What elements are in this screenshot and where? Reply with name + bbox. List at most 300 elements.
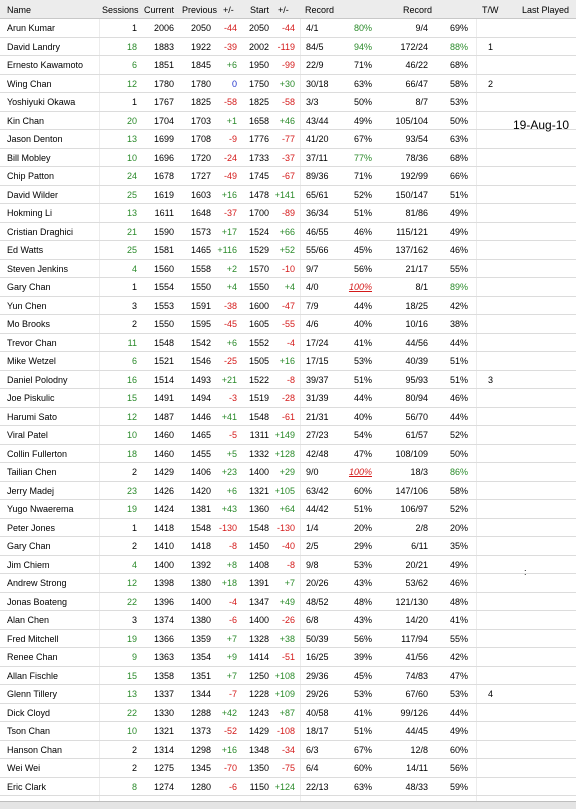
cell-delta-previous: -3	[228, 393, 237, 403]
cell-delta-previous: -25	[223, 356, 237, 366]
cell-delta-previous: -8	[228, 541, 237, 551]
cell-sessions: 13	[126, 208, 137, 218]
cell-record-total-pct: 53%	[449, 97, 468, 107]
table-row[interactable]	[0, 685, 576, 704]
cell-delta-start: +87	[279, 707, 295, 718]
cell-start: 1150	[249, 781, 269, 792]
cell-delta-previous: -38	[223, 300, 237, 311]
cell-record-total-pct: 49%	[449, 726, 468, 736]
table-row[interactable]	[0, 93, 576, 112]
cell-record-total: 78/36	[405, 152, 428, 163]
cell-record-total: 93/54	[405, 134, 428, 144]
cell-current: 1560	[153, 263, 174, 274]
cell-sessions: 4	[131, 559, 137, 570]
cell-sessions: 10	[126, 726, 137, 736]
table-row[interactable]	[0, 334, 576, 353]
cell-start: 1605	[248, 319, 269, 329]
cell-start: 1519	[248, 393, 269, 403]
cell-delta-previous: -6	[228, 615, 237, 625]
cell-record: 29/36	[306, 670, 329, 681]
table-row[interactable]	[0, 278, 576, 297]
cell-name: Bill Mobley	[7, 152, 51, 163]
cell-current: 1553	[153, 300, 174, 311]
table-row[interactable]	[0, 38, 576, 57]
cell-previous: 1603	[190, 189, 211, 200]
cell-delta-start: +46	[279, 115, 295, 126]
cell-sessions: 13	[126, 689, 137, 699]
cell-sessions: 1	[131, 282, 137, 292]
cell-start: 1825	[248, 97, 269, 107]
cell-sessions: 3	[131, 300, 137, 311]
cell-record-pct: 94%	[353, 41, 372, 52]
cell-record: 17/15	[306, 356, 329, 366]
cell-start: 2050	[248, 23, 269, 33]
cell-record: 55/66	[306, 245, 329, 255]
cell-record: 50/39	[306, 633, 329, 644]
header-record-total[interactable]: Record	[403, 5, 433, 15]
cell-sessions: 24	[126, 171, 137, 181]
cell-record: 42/48	[306, 448, 329, 459]
cell-start: 1321	[248, 485, 269, 496]
cell-delta-previous: +4	[226, 282, 237, 292]
cell-name: Hokming Li	[7, 208, 53, 218]
cell-current: 1491	[153, 393, 174, 403]
cell-record-pct: 45%	[353, 670, 372, 681]
cell-record-pct: 71%	[353, 171, 372, 181]
cell-delta-previous: +16	[221, 189, 237, 200]
cell-start: 1776	[248, 134, 269, 144]
cell-delta-previous: +21	[221, 374, 237, 385]
cell-record: 4/6	[306, 319, 319, 329]
cell-previous: 1825	[190, 97, 211, 107]
header-delta-previous[interactable]: +/-	[223, 5, 234, 15]
table-row[interactable]	[0, 574, 576, 593]
cell-previous: 1780	[190, 78, 211, 89]
cell-name: Yoshiyuki Okawa	[7, 97, 76, 107]
cell-sessions: 20	[126, 115, 137, 126]
cell-record-total-pct: 35%	[449, 541, 468, 551]
cell-current: 1363	[153, 652, 174, 662]
cell-delta-previous: -70	[223, 763, 237, 773]
header-current[interactable]: Current	[144, 5, 175, 15]
cell-record: 41/20	[306, 134, 329, 144]
cell-record: 48/52	[306, 596, 329, 607]
cell-previous: 1546	[190, 356, 211, 366]
cell-current: 1314	[153, 744, 174, 755]
cell-sessions: 22	[126, 707, 137, 718]
cell-sessions: 4	[131, 263, 137, 274]
cell-record: 9/0	[306, 467, 319, 477]
cell-delta-start: -8	[286, 374, 295, 385]
cell-record: 6/8	[306, 615, 319, 625]
cell-record-total-pct: 49%	[449, 226, 468, 237]
cell-current: 1275	[153, 763, 174, 773]
table-row[interactable]	[0, 445, 576, 464]
cell-sessions: 1	[131, 23, 137, 33]
cell-sessions: 19	[126, 633, 137, 644]
cell-delta-start: -99	[281, 60, 295, 70]
table-row[interactable]	[0, 315, 576, 334]
cell-name: Glenn Tillery	[7, 689, 58, 699]
cell-start: 1750	[248, 78, 269, 89]
cell-current: 1554	[153, 282, 174, 292]
cell-delta-previous: -24	[223, 152, 237, 163]
cell-delta-previous: +6	[226, 337, 237, 348]
cell-record-pct: 67%	[353, 134, 372, 144]
cell-record-total: 8/7	[415, 97, 428, 107]
cell-record: 21/31	[306, 411, 329, 422]
cell-name: Cristian Draghici	[7, 226, 74, 237]
cell-delta-start: -108	[276, 726, 295, 736]
table-row[interactable]	[0, 56, 576, 75]
cell-name: Wing Chan	[7, 78, 52, 89]
cell-name: Trevor Chan	[7, 337, 57, 348]
cell-delta-start: -77	[281, 134, 295, 144]
cell-start: 1733	[248, 152, 269, 163]
cell-delta-start: -28	[281, 393, 295, 403]
cell-current: 1699	[153, 134, 174, 144]
table-row[interactable]	[0, 112, 576, 131]
cell-record: 16/25	[306, 652, 329, 662]
cell-start: 1328	[248, 633, 269, 644]
cell-current: 1366	[153, 633, 174, 644]
cell-sessions: 22	[126, 596, 137, 607]
cell-record-total: 81/86	[405, 208, 428, 218]
table-row[interactable]	[0, 630, 576, 649]
cell-record-total-pct: 55%	[449, 263, 468, 274]
cell-start: 1414	[248, 652, 269, 662]
table-row[interactable]	[0, 241, 576, 260]
cell-delta-start: -37	[281, 152, 295, 163]
cell-record-pct: 52%	[353, 189, 372, 200]
cell-name: Tson Chan	[7, 726, 51, 736]
cell-record: 36/34	[306, 208, 329, 218]
cell-previous: 1845	[190, 60, 211, 70]
cell-record-total: 147/106	[395, 485, 428, 496]
table-row[interactable]	[0, 556, 576, 575]
cell-delta-start: +16	[279, 356, 295, 366]
cell-record-total: 40/39	[405, 356, 428, 366]
cell-record-total: 14/11	[406, 763, 428, 773]
cell-record-total: 67/60	[405, 689, 428, 699]
table-row[interactable]	[0, 722, 576, 741]
cell-record-total-pct: 59%	[449, 781, 468, 792]
cell-tw: 4	[488, 689, 494, 699]
header-last-played[interactable]: Last Played	[522, 5, 570, 15]
table-row[interactable]	[0, 204, 576, 223]
cell-record-total: 74/83	[405, 670, 428, 681]
cell-start: 1600	[248, 300, 269, 311]
cell-start: 1243	[248, 707, 269, 718]
header-sessions[interactable]: Sessions	[102, 5, 139, 15]
table-row[interactable]	[0, 19, 576, 38]
header-record[interactable]: Record	[305, 5, 335, 15]
cell-delta-previous: -44	[223, 23, 237, 33]
cell-delta-start: +149	[274, 430, 295, 440]
cell-record-pct: 53%	[353, 559, 372, 570]
cell-name: Steven Jenkins	[7, 263, 69, 274]
cell-current: 1358	[153, 670, 174, 681]
cell-delta-start: -51	[281, 652, 295, 662]
cell-record-total: 150/147	[395, 189, 428, 200]
cell-previous: 1354	[190, 652, 211, 662]
cell-current: 1548	[153, 337, 174, 348]
cell-record-pct: 49%	[353, 115, 372, 126]
cell-previous: 1392	[190, 559, 211, 570]
cell-delta-start: +124	[274, 781, 295, 792]
cell-start: 1548	[248, 522, 269, 533]
cell-delta-start: +49	[279, 596, 295, 607]
cell-current: 1704	[153, 115, 174, 126]
table-row[interactable]	[0, 149, 576, 168]
cell-record-total-pct: 46%	[449, 578, 468, 588]
cell-record: 22/9	[306, 60, 324, 70]
cell-record-total-pct: 51%	[449, 374, 468, 385]
cell-name: Harumi Sato	[7, 411, 58, 422]
cell-delta-previous: -58	[223, 97, 237, 107]
cell-sessions: 8	[131, 781, 137, 792]
cell-delta-previous: -7	[228, 689, 237, 699]
cell-record-total-pct: 49%	[449, 208, 468, 218]
cell-previous: 1727	[190, 171, 211, 181]
cell-delta-start: -40	[281, 541, 295, 551]
cell-record: 4/0	[306, 282, 319, 292]
cell-name: Ed Watts	[7, 245, 44, 255]
table-row[interactable]	[0, 371, 576, 390]
table-row[interactable]	[0, 167, 576, 186]
cell-record-pct: 67%	[353, 744, 372, 755]
cell-delta-previous: -6	[228, 781, 237, 792]
cell-record: 39/37	[306, 374, 329, 385]
cell-start: 1529	[248, 245, 269, 255]
cell-name: Mike Wetzel	[7, 356, 56, 366]
cell-previous: 1381	[190, 504, 211, 514]
cell-name: Hanson Chan	[7, 744, 63, 755]
cell-delta-start: -26	[281, 615, 295, 625]
cell-record-total-pct: 55%	[449, 633, 468, 644]
cell-current: 1487	[153, 411, 174, 422]
cell-record-pct: 45%	[353, 245, 372, 255]
cell-delta-start: +109	[274, 689, 295, 699]
cell-record-pct: 50%	[353, 97, 372, 107]
cell-record-total: 14/20	[405, 615, 428, 625]
cell-name: Collin Fullerton	[7, 448, 68, 459]
cell-sessions: 11	[127, 337, 137, 348]
cell-record-total: 2/8	[415, 522, 428, 533]
table-row[interactable]	[0, 500, 576, 519]
cell-previous: 1380	[190, 615, 211, 625]
cell-delta-start: -34	[281, 744, 295, 755]
cell-delta-previous: -5	[228, 430, 237, 440]
cell-current: 1883	[153, 41, 174, 52]
header-start[interactable]: Start	[250, 5, 270, 15]
cell-current: 1550	[153, 319, 174, 329]
cell-name: Jerry Madej	[7, 485, 55, 496]
table-row[interactable]	[0, 352, 576, 371]
header-previous[interactable]: Previous	[182, 5, 218, 15]
table-row[interactable]	[0, 130, 576, 149]
cell-start: 1950	[248, 60, 269, 70]
cell-record-total-pct: 58%	[449, 78, 468, 89]
table-row[interactable]	[0, 759, 576, 778]
header-tw[interactable]: T/W	[482, 5, 499, 15]
cell-sessions: 21	[126, 226, 137, 237]
cell-previous: 1288	[190, 707, 211, 718]
cell-name: David Landry	[7, 41, 61, 52]
cell-record: 9/8	[306, 559, 319, 570]
cell-delta-previous: -45	[223, 319, 237, 329]
cell-current: 1678	[153, 171, 174, 181]
cell-delta-start: +38	[279, 633, 295, 644]
table-row[interactable]	[0, 408, 576, 427]
cell-current: 1398	[153, 578, 174, 588]
cell-record-pct: 100%	[348, 282, 372, 292]
cell-previous: 1922	[190, 41, 211, 52]
cell-previous: 1548	[190, 522, 211, 533]
stray-mark: :	[524, 567, 527, 577]
cell-record-total-pct: 68%	[449, 60, 468, 70]
cell-record-pct: 44%	[353, 393, 372, 403]
cell-record-pct: 29%	[353, 541, 372, 551]
cell-name: Alan Chen	[7, 615, 50, 625]
cell-delta-previous: +8	[226, 559, 237, 570]
cell-record: 40/58	[306, 707, 329, 718]
cell-previous: 1380	[190, 578, 211, 588]
table-row[interactable]	[0, 426, 576, 445]
cell-start: 1360	[248, 504, 269, 514]
table-row[interactable]	[0, 611, 576, 630]
cell-record-total: 46/22	[405, 60, 428, 70]
table-row[interactable]	[0, 260, 576, 279]
cell-record-pct: 43%	[353, 578, 372, 588]
cell-previous: 1573	[190, 226, 211, 237]
cell-delta-start: -58	[281, 97, 295, 107]
cell-delta-start: +108	[274, 670, 295, 681]
cell-name: Mo Brooks	[7, 319, 51, 329]
table-row[interactable]	[0, 463, 576, 482]
cell-current: 1521	[153, 356, 174, 366]
cell-sessions: 12	[126, 78, 137, 89]
cell-record-pct: 100%	[348, 467, 372, 477]
cell-record-total: 18/3	[410, 467, 428, 477]
cell-delta-previous: +41	[221, 411, 237, 422]
cell-current: 1337	[153, 689, 174, 699]
cell-sessions: 2	[131, 744, 137, 755]
cell-sessions: 25	[126, 189, 137, 200]
cell-delta-start: -55	[281, 319, 295, 329]
table-row[interactable]	[0, 75, 576, 94]
cell-record-total-pct: 56%	[449, 763, 468, 773]
table-row[interactable]	[0, 537, 576, 556]
cell-record-total: 44/45	[405, 726, 428, 736]
cell-record: 7/9	[306, 300, 319, 311]
cell-sessions: 23	[126, 485, 137, 496]
cell-record-total: 108/109	[395, 448, 428, 459]
table-row[interactable]	[0, 186, 576, 205]
cell-sessions: 3	[131, 615, 137, 625]
cell-record-total: 105/104	[395, 115, 428, 126]
cell-record-total: 10/16	[405, 319, 428, 329]
table-row[interactable]	[0, 778, 576, 797]
cell-delta-previous: +7	[226, 633, 237, 644]
table-row[interactable]	[0, 741, 576, 760]
cell-record: 20/26	[306, 578, 329, 588]
cell-record: 22/13	[306, 781, 329, 792]
cell-record-total-pct: 44%	[449, 707, 468, 718]
cell-name: Chip Patton	[7, 171, 55, 181]
cell-sessions: 13	[126, 134, 137, 144]
cell-record-pct: 46%	[353, 226, 372, 237]
cell-start: 1548	[248, 411, 269, 422]
table-row[interactable]	[0, 519, 576, 538]
cell-record: 37/11	[306, 152, 328, 163]
table-row[interactable]	[0, 648, 576, 667]
table-row[interactable]	[0, 667, 576, 686]
cell-delta-previous: -4	[228, 596, 237, 607]
table-row[interactable]	[0, 482, 576, 501]
cell-delta-start: +66	[279, 226, 295, 237]
cell-record: 9/7	[306, 263, 319, 274]
cell-sessions: 18	[126, 41, 137, 52]
cell-current: 1780	[153, 78, 174, 89]
cell-name: Wei Wei	[7, 763, 41, 773]
last-played-date: 19-Aug-10	[513, 118, 570, 132]
header-name[interactable]: Name	[7, 5, 32, 15]
cell-record-pct: 41%	[353, 707, 372, 718]
cell-name: Gary Chan	[7, 282, 51, 292]
cell-name: Jonas Boateng	[7, 596, 68, 607]
cell-record-pct: 56%	[353, 633, 372, 644]
table-row[interactable]	[0, 704, 576, 723]
cell-record-total: 80/94	[405, 393, 428, 403]
table-row[interactable]	[0, 389, 576, 408]
cell-name: Arun Kumar	[7, 23, 56, 33]
cell-start: 1505	[248, 356, 269, 366]
cell-record-total-pct: 60%	[449, 744, 468, 755]
cell-previous: 1344	[190, 689, 211, 699]
cell-record-total-pct: 51%	[449, 189, 468, 200]
cell-name: Dick Cloyd	[7, 707, 51, 718]
table-row[interactable]	[0, 223, 576, 242]
cell-previous: 1591	[190, 300, 211, 311]
cell-current: 1330	[153, 707, 174, 718]
cell-record-total-pct: 50%	[449, 448, 468, 459]
cell-start: 1745	[248, 171, 269, 181]
cell-record-total-pct: 51%	[449, 356, 468, 366]
cell-record-total: 106/97	[400, 504, 428, 514]
cell-start: 1550	[248, 282, 269, 292]
cell-record-total-pct: 66%	[449, 171, 468, 181]
cell-sessions: 1	[131, 522, 137, 533]
cell-record: 27/23	[306, 430, 329, 440]
cell-record-pct: 40%	[353, 411, 372, 422]
cell-delta-previous: -9	[228, 134, 237, 144]
cell-delta-start: +29	[279, 467, 295, 477]
cell-previous: 1550	[190, 282, 211, 292]
cell-sessions: 2	[131, 541, 137, 551]
cell-name: Ernesto Kawamoto	[7, 60, 84, 70]
table-row[interactable]	[0, 593, 576, 612]
cell-record-total: 21/17	[405, 263, 428, 274]
cell-delta-previous: -39	[223, 41, 237, 52]
cell-previous: 1493	[190, 374, 211, 385]
cell-name: David Wilder	[7, 189, 59, 200]
cell-name: Eric Clark	[7, 781, 47, 792]
cell-delta-start: +30	[279, 78, 295, 89]
table-row[interactable]	[0, 297, 576, 316]
cell-start: 1400	[248, 467, 269, 477]
header-delta-start[interactable]: +/-	[278, 5, 289, 15]
